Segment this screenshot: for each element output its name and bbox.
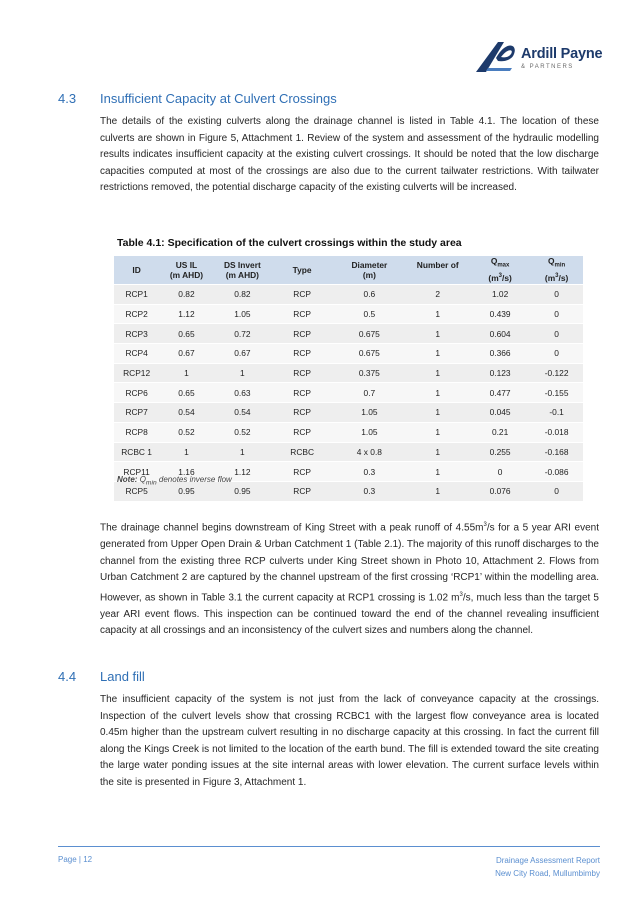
table-cell: 1 <box>214 363 271 383</box>
section-4-3-paragraph: The details of the existing culverts along the drainage channel is listed in Table 4.1. The location of these culverts are shown in Figure 5, Attachment 1. Review of the system and assessment of the hydraulic modelling results indicates insufficient capacity at the existing culvert crossings. It should be noted that the low discharge capacities computed at most of the crossings are also due to the current tailwater restrictions. With tailwater restrictions removed, the potential discharge capacity of the existing culverts will be increased. <box>100 116 599 194</box>
table-cell: 1.16 <box>159 462 213 482</box>
table-cell: 0.63 <box>214 383 271 403</box>
table-cell: 1 <box>159 363 213 383</box>
table-cell: 0.82 <box>159 285 213 305</box>
table-cell: 1 <box>406 324 470 344</box>
table-cell: 0 <box>530 285 583 305</box>
table-cell: 0.604 <box>470 324 530 344</box>
table-cell: 1 <box>214 442 271 462</box>
table-cell: 1 <box>406 304 470 324</box>
table-cell: 0.54 <box>159 403 213 423</box>
footer-divider <box>58 846 600 847</box>
report-location: New City Road, Mullumbimby <box>495 868 600 878</box>
table-cell: RCP <box>271 383 333 403</box>
table-cell: 2 <box>406 285 470 305</box>
table-cell: 0.439 <box>470 304 530 324</box>
col-header-diameter: Diameter (m) <box>333 256 405 285</box>
section-number: 4.3 <box>58 91 77 106</box>
table-row <box>114 304 583 324</box>
table-cell: 0 <box>530 324 583 344</box>
table-cell: RCP <box>271 363 333 383</box>
table-cell: 1 <box>406 383 470 403</box>
table-row <box>114 442 583 462</box>
section-title: Insufficient Capacity at Culvert Crossings <box>100 91 337 106</box>
section-number: 4.4 <box>58 669 77 684</box>
table-body <box>114 285 583 502</box>
table-cell: RCP <box>271 462 333 482</box>
table-cell: 1.12 <box>159 304 213 324</box>
table-cell: 0.82 <box>214 285 271 305</box>
section-heading-4-3 <box>58 91 337 106</box>
table-cell: RCP1 <box>114 285 159 305</box>
table-cell: 0 <box>530 481 583 501</box>
table-cell: 0.95 <box>214 481 271 501</box>
table-caption: Table 4.1: Specification of the culvert crossings within the study area <box>117 237 462 249</box>
table-row <box>114 403 583 423</box>
table-cell: 0.52 <box>159 422 213 442</box>
col-header-us-il: US IL (m AHD) <box>159 256 213 285</box>
table-cell: 0.3 <box>333 481 405 501</box>
table-row <box>114 383 583 403</box>
table-cell: 0.65 <box>159 324 213 344</box>
table-header-row <box>114 256 583 285</box>
footer-report-info <box>495 855 600 880</box>
table-cell: 0.7 <box>333 383 405 403</box>
table-cell: 1.05 <box>333 403 405 423</box>
table-cell: 0.076 <box>470 481 530 501</box>
col-header-qmin: $Q_{min}$ $(m^3/s)$ <box>530 256 583 285</box>
table-cell: 0.123 <box>470 363 530 383</box>
table-cell: 1.05 <box>214 304 271 324</box>
table-cell: 0.21 <box>470 422 530 442</box>
page-number: Page | 12 <box>58 855 93 864</box>
section-4-4-paragraph: The insufficient capacity of the system is not just from the lack of conveyance capacity at the crossings. Inspection of the culvert levels show that crossing RCBC1 with the largest flow conveyance area is located 0.45m higher than the upstream culvert resulting in no discharge capacity at this crossing. In fact the current fill along the Kings Creek is not limited to the location of the earth bund. The fill is extended toward the site creating the large water ponding issues at the site internal areas with lower elevation. The current surface levels within the site is presented in Figure 3, Attachment 1. <box>100 694 599 788</box>
col-header-number: Number of <box>406 256 470 285</box>
table-cell: RCP <box>271 324 333 344</box>
table-cell: RCP2 <box>114 304 159 324</box>
table-cell: -0.168 <box>530 442 583 462</box>
table-row <box>114 285 583 305</box>
table-cell: 0.375 <box>333 363 405 383</box>
culvert-table <box>114 256 583 502</box>
table-row <box>114 363 583 383</box>
company-logo <box>472 36 607 76</box>
table-cell: 0.675 <box>333 324 405 344</box>
table-cell: RCP7 <box>114 403 159 423</box>
table-cell: -0.122 <box>530 363 583 383</box>
table-cell: 0.67 <box>159 344 213 364</box>
table-cell: 0.366 <box>470 344 530 364</box>
table-row <box>114 344 583 364</box>
table-cell: 0.95 <box>159 481 213 501</box>
table-cell: 1.05 <box>333 422 405 442</box>
table-cell: 0.54 <box>214 403 271 423</box>
col-header-type: Type <box>271 256 333 285</box>
table-cell: 0.675 <box>333 344 405 364</box>
table-cell: RCP <box>271 422 333 442</box>
table-cell: 0 <box>470 462 530 482</box>
table-cell: RCP <box>271 403 333 423</box>
table-cell: 1 <box>406 403 470 423</box>
table-cell: 0.045 <box>470 403 530 423</box>
table-cell: 1 <box>406 422 470 442</box>
table-cell: 0 <box>530 304 583 324</box>
col-header-qmax: $Q_{max}$ $(m^3/s)$ <box>470 256 530 285</box>
table-cell: RCP <box>271 344 333 364</box>
col-header-id: ID <box>114 256 159 285</box>
table-note: Note: $Q_{min}$ denotes inverse flow <box>117 475 232 487</box>
table-cell: 1.02 <box>470 285 530 305</box>
table-cell: RCP <box>271 304 333 324</box>
col-header-ds-invert: DS Invert (m AHD) <box>214 256 271 285</box>
table-cell: 1 <box>406 442 470 462</box>
report-title: Drainage Assessment Report <box>495 856 600 865</box>
table-cell: RCP12 <box>114 363 159 383</box>
table-cell: 0.3 <box>333 462 405 482</box>
table-cell: 1.12 <box>214 462 271 482</box>
table-cell: -0.086 <box>530 462 583 482</box>
table-cell: 0 <box>530 344 583 364</box>
logo-name: Ardill Payne <box>521 46 603 62</box>
table-row <box>114 324 583 344</box>
table-cell: -0.1 <box>530 403 583 423</box>
table-cell: 0.52 <box>214 422 271 442</box>
table-cell: 0.67 <box>214 344 271 364</box>
table-cell: RCP6 <box>114 383 159 403</box>
table-cell: RCP5 <box>114 481 159 501</box>
table-cell: RCP11 <box>114 462 159 482</box>
table-cell: 4 x 0.8 <box>333 442 405 462</box>
drainage-paragraph: The drainage channel begins downstream of King Street with a peak runoff of $4.55m^3/s$ for a 5 year ARI event generated from Upper Open Drain & Urban Catchment 1 (Table 2.1). The majority of this runoff discharges to the channel from the existing three RCP culverts under King Street shown in Photo 10, Attachment 2. Flows from Urban Catchment 2 are captured by the channel upstream of the first crossing ‘RCP1’ within the modelling area. However, as shown in Table 3.1 the current capacity at RCP1 crossing is 1.02 $m^3/s$, much less than the target 5 year ARI event flows. This inspection can be continued toward the end of the channel revealing insufficient capacity at all crossings and an inconsistency of the culvert sizes and numbers along the channel. <box>100 522 599 637</box>
section-heading-4-4 <box>58 669 145 684</box>
table-cell: 1 <box>406 481 470 501</box>
table-row <box>114 422 583 442</box>
table-cell: 0.255 <box>470 442 530 462</box>
table-cell: RCP3 <box>114 324 159 344</box>
table-cell: RCP4 <box>114 344 159 364</box>
table-cell: 0.5 <box>333 304 405 324</box>
table-cell: 0.72 <box>214 324 271 344</box>
table-cell: RCP <box>271 481 333 501</box>
table-cell: RCBC <box>271 442 333 462</box>
table-cell: -0.155 <box>530 383 583 403</box>
table-cell: 0.65 <box>159 383 213 403</box>
table-cell: 1 <box>406 363 470 383</box>
logo-subtitle: & PARTNERS <box>521 64 574 70</box>
table-cell: 1 <box>406 344 470 364</box>
section-title: Land fill <box>100 669 145 684</box>
table-cell: 0.477 <box>470 383 530 403</box>
table-cell: 0.6 <box>333 285 405 305</box>
table-cell: 1 <box>159 442 213 462</box>
logo-mark-icon <box>472 36 520 76</box>
table-cell: RCBC 1 <box>114 442 159 462</box>
table-cell: 1 <box>406 462 470 482</box>
table-cell: RCP8 <box>114 422 159 442</box>
table-cell: RCP <box>271 285 333 305</box>
table-cell: -0.018 <box>530 422 583 442</box>
